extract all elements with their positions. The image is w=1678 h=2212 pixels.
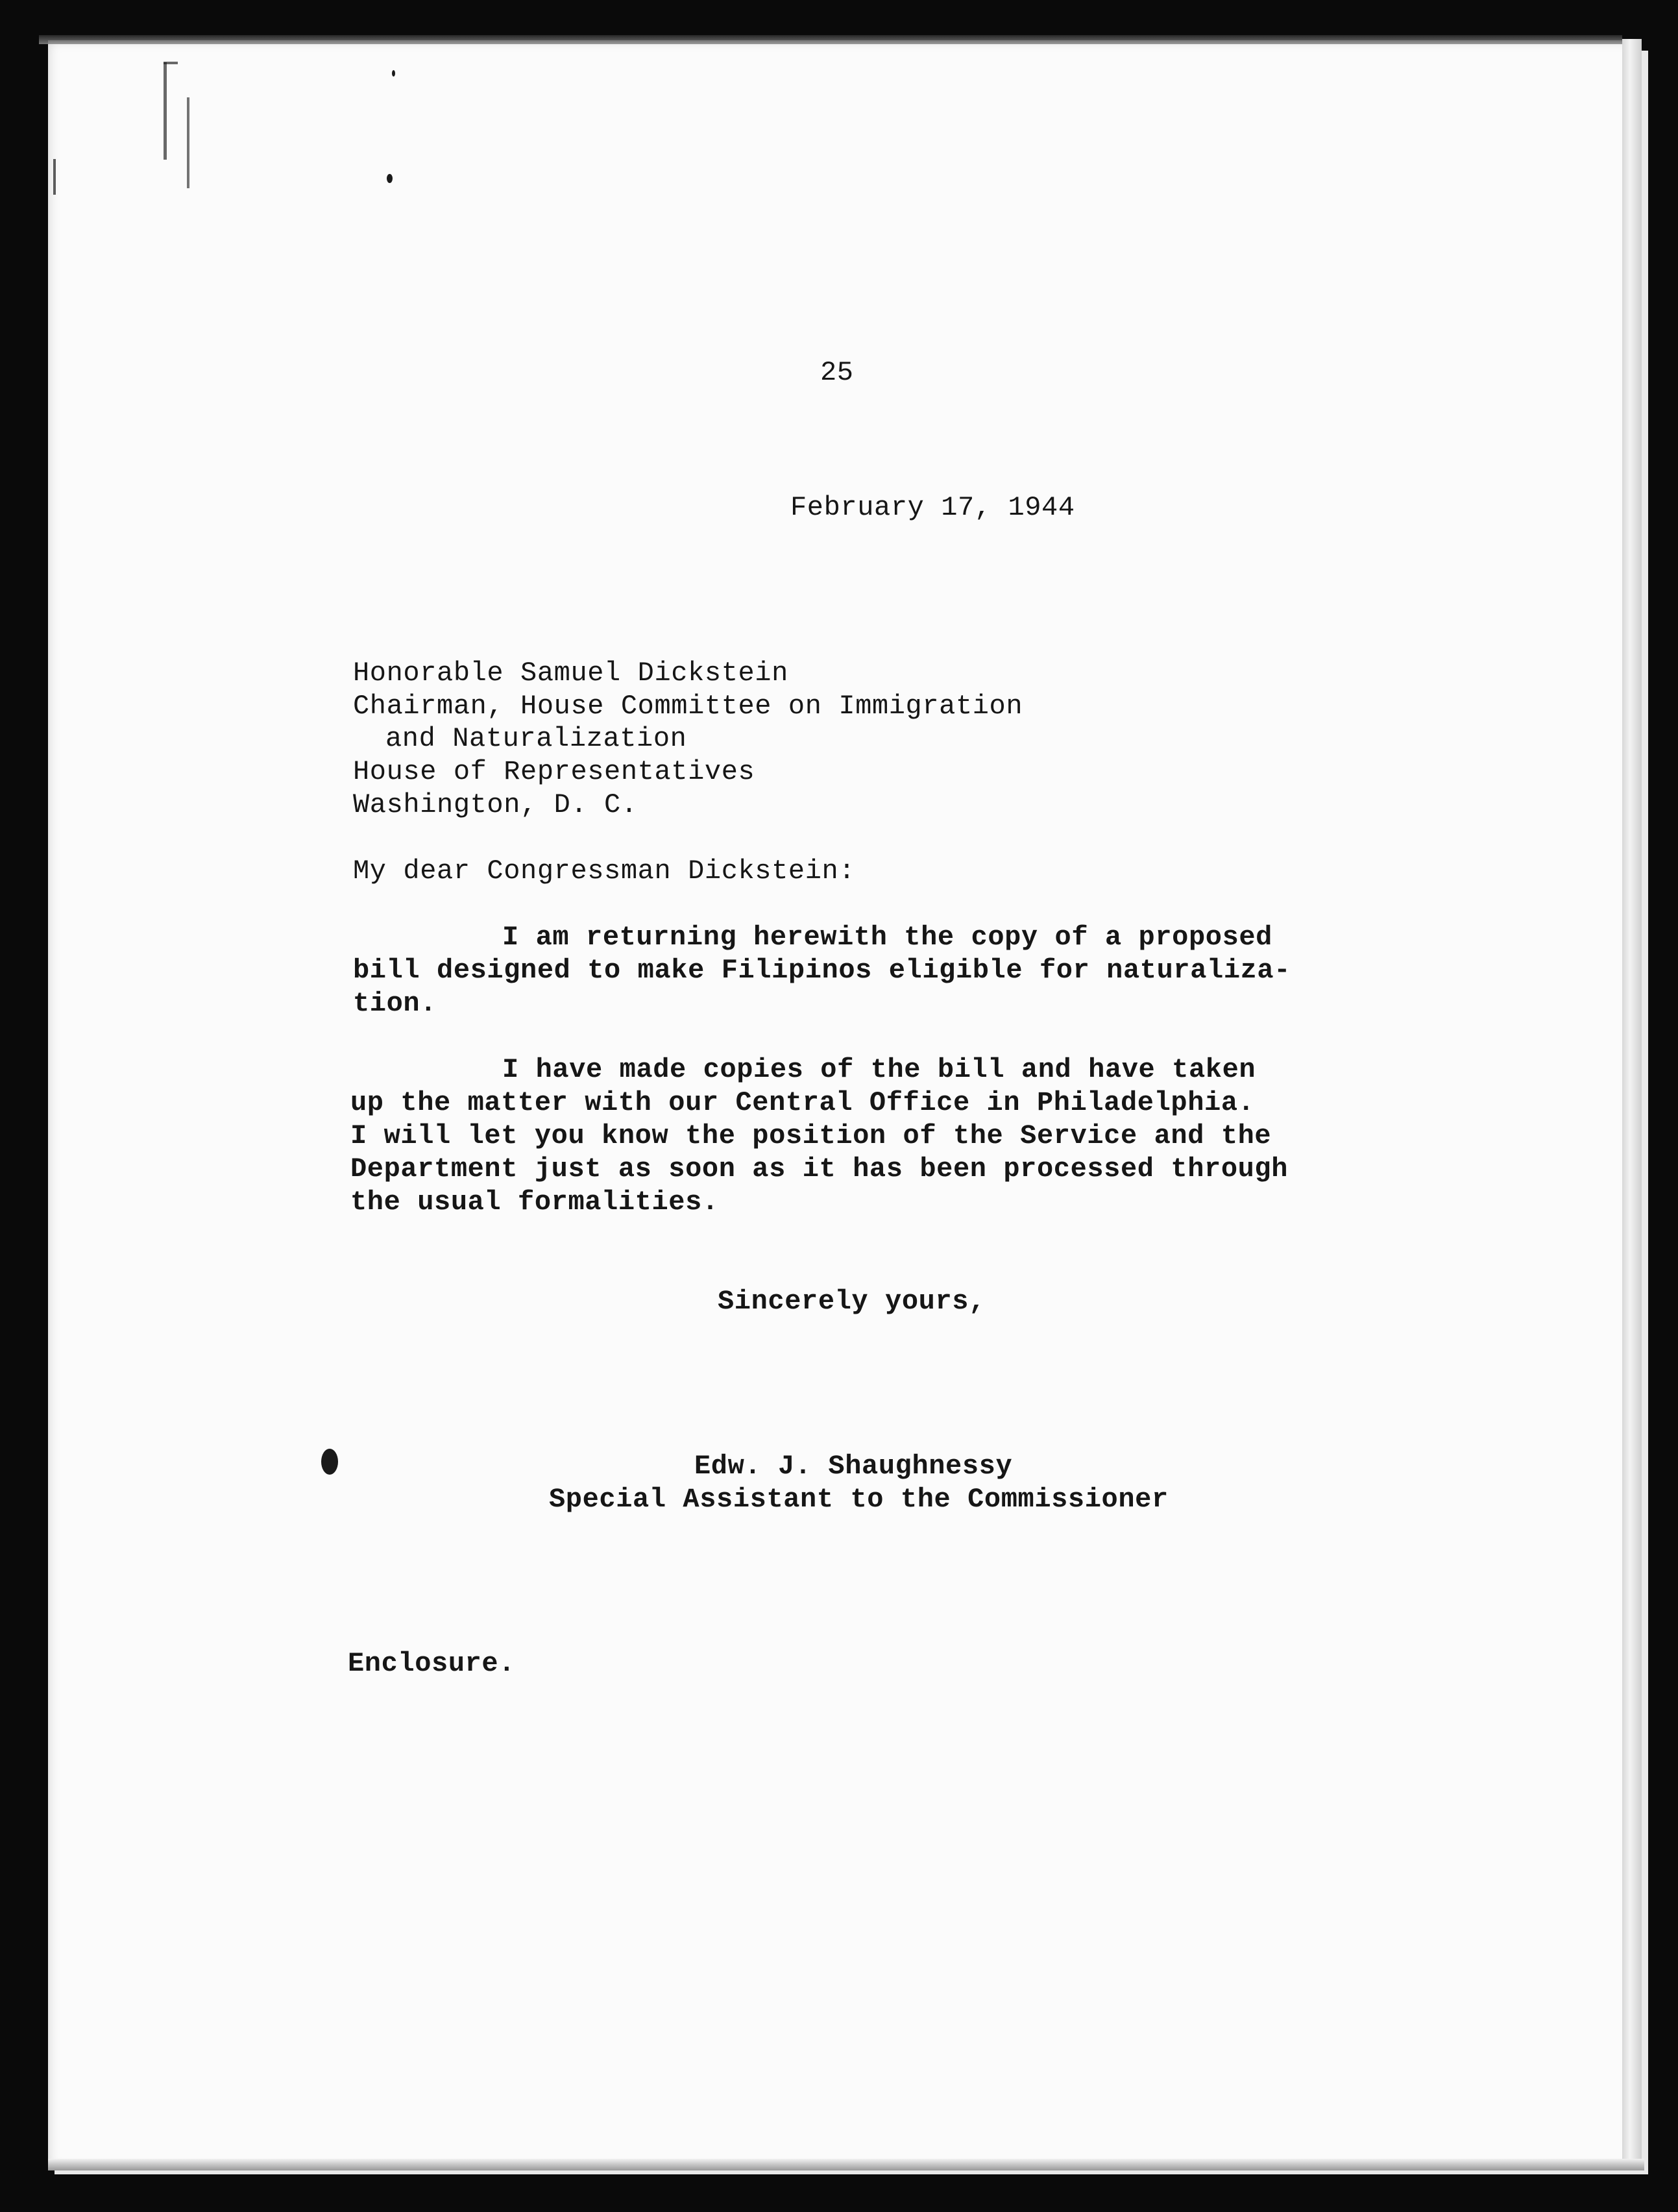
- recipient-title: Chairman, House Committee on Immigration: [353, 691, 1023, 722]
- recipient-organization: House of Representatives: [353, 756, 755, 787]
- page-right-edge: [1622, 39, 1642, 2169]
- paragraph-2-line: Department just as soon as it has been processed through: [350, 1153, 1289, 1185]
- signature-title: Special Assistant to the Commissioner: [549, 1484, 1169, 1515]
- paragraph-1-line: bill designed to make Filipinos eligible for naturaliza-: [353, 955, 1291, 986]
- paragraph-2-line: I will let you know the position of the Service and the: [350, 1120, 1272, 1151]
- signature-name: Edw. J. Shaughnessy: [694, 1451, 1013, 1482]
- enclosure-note: Enclosure.: [348, 1648, 516, 1679]
- punch-hole-mark: [321, 1449, 338, 1475]
- page-top-edge: [39, 35, 1622, 44]
- scan-mark: [387, 174, 393, 183]
- paragraph-2-line: up the matter with our Central Office in Philadelphia.: [350, 1087, 1255, 1118]
- scan-mark: [187, 97, 189, 188]
- scan-mark: [164, 62, 178, 64]
- recipient-name: Honorable Samuel Dickstein: [353, 657, 788, 689]
- scan-mark: [392, 70, 395, 77]
- closing: Sincerely yours,: [718, 1286, 986, 1317]
- paragraph-2-line: the usual formalities.: [350, 1186, 719, 1218]
- recipient-title-cont: and Naturalization: [385, 723, 687, 754]
- paragraph-2-line: I have made copies of the bill and have taken: [502, 1054, 1256, 1085]
- recipient-city: Washington, D. C.: [353, 789, 638, 820]
- page-number: 25: [820, 357, 854, 388]
- paragraph-1-line: I am returning herewith the copy of a proposed: [502, 922, 1272, 953]
- page-bottom-edge: [48, 2159, 1644, 2170]
- scan-mark: [53, 159, 56, 195]
- paragraph-1-line: tion.: [353, 988, 437, 1019]
- scan-mark: [164, 62, 167, 160]
- letter-date: February 17, 1944: [790, 492, 1075, 523]
- salutation: My dear Congressman Dickstein:: [353, 855, 856, 887]
